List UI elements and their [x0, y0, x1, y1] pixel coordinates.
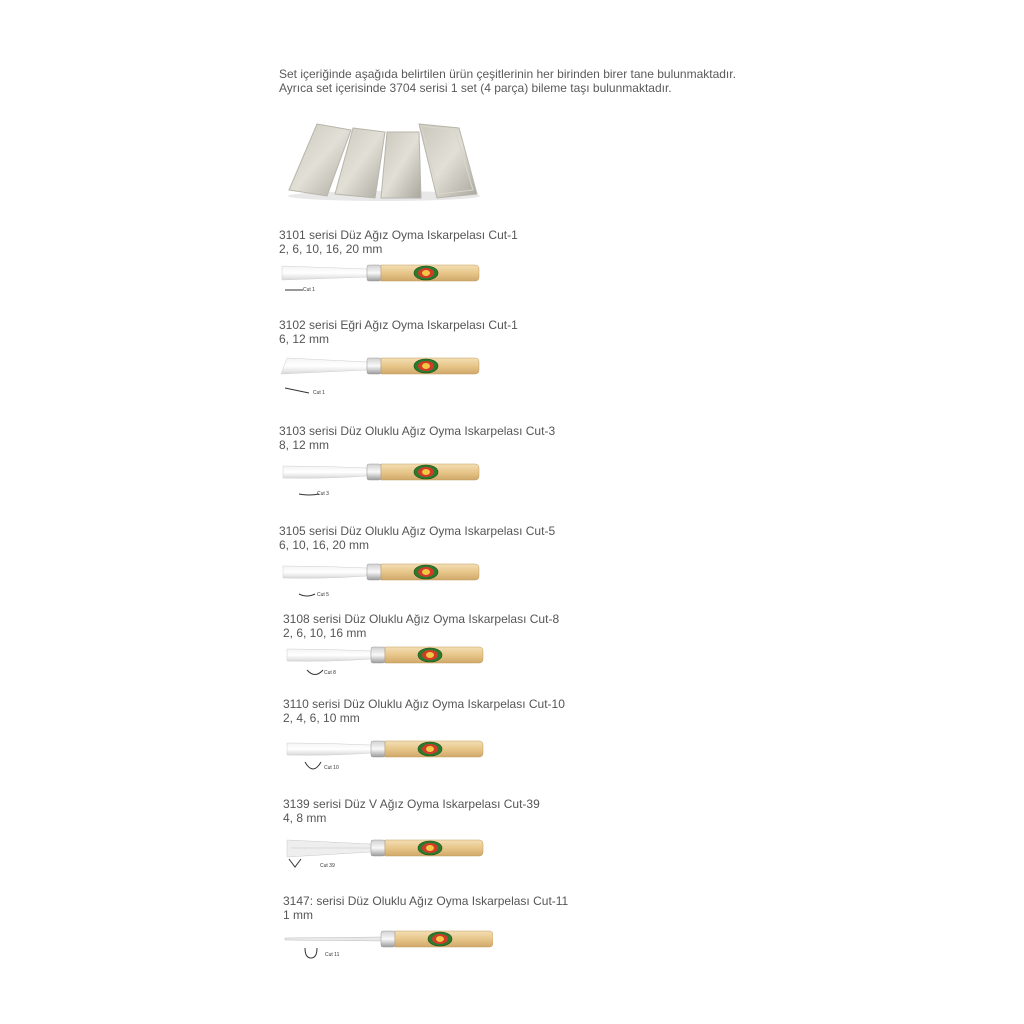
sharpening-stones-image: [287, 118, 482, 202]
product-title: 3105 serisi Düz Oluklu Ağız Oyma Iskarpelası Cut-5: [279, 524, 556, 538]
cut-label: Cut 3: [317, 491, 329, 497]
cut-label: Cut 8: [324, 670, 336, 676]
product-item: [283, 797, 603, 869]
product-item: [283, 894, 603, 958]
intro-line-2: Ayrıca set içerisinde 3704 serisi 1 set (4 parça) bileme taşı bulunmaktadır.: [279, 81, 672, 95]
product-title: 3147: serisi Düz Oluklu Ağız Oyma Iskarpelası Cut-11: [283, 894, 569, 908]
product-title: 3108 serisi Düz Oluklu Ağız Oyma Iskarpelası Cut-8: [283, 612, 560, 626]
product-title: 3102 serisi Eğri Ağız Oyma Iskarpelası Cut-1: [279, 318, 518, 332]
chisel-image: [283, 738, 493, 760]
cut-label: Cut 1: [303, 287, 315, 293]
product-item: [279, 424, 599, 497]
cut-label: Cut 1: [313, 390, 325, 396]
product-item: [283, 612, 603, 676]
product-title: 3101 serisi Düz Ağız Oyma Iskarpelası Cut-1: [279, 228, 518, 242]
cut-profile-icon: [287, 946, 327, 960]
product-sizes: 6, 12 mm: [279, 332, 330, 346]
product-sizes: 4, 8 mm: [283, 811, 327, 825]
cut-label: Cut 11: [325, 952, 340, 958]
intro-text: [279, 67, 736, 95]
chisel-image: [279, 355, 489, 377]
cut-label: Cut 10: [324, 765, 339, 771]
product-title: 3139 serisi Düz V Ağız Oyma Iskarpelası Cut-39: [283, 797, 540, 811]
product-sizes: 2, 4, 6, 10 mm: [283, 711, 360, 725]
chisel-image: [279, 262, 489, 284]
chisel-image: [279, 561, 489, 583]
product-title: 3103 serisi Düz Oluklu Ağız Oyma Iskarpelası Cut-3: [279, 424, 556, 438]
product-sizes: 2, 6, 10, 16, 20 mm: [279, 242, 383, 256]
product-sizes: 1 mm: [283, 908, 313, 922]
product-sizes: 8, 12 mm: [279, 438, 330, 452]
cut-profile-icon: [287, 667, 327, 681]
chisel-image: [283, 837, 493, 859]
product-sizes: 2, 6, 10, 16 mm: [283, 626, 367, 640]
cut-label: Cut 5: [317, 592, 329, 598]
cut-label: Cut 39: [320, 863, 335, 869]
intro-line-1: Set içeriğinde aşağıda belirtilen ürün çeşitlerinin her birinden birer tane bulunmaktadır.: [279, 67, 736, 81]
chisel-image: [283, 644, 493, 666]
product-item: [283, 697, 603, 771]
chisel-image: [279, 461, 489, 483]
product-title: 3110 serisi Düz Oluklu Ağız Oyma Iskarpelası Cut-10: [283, 697, 565, 711]
product-item: [279, 524, 599, 598]
product-item: [279, 318, 599, 396]
product-item: [279, 228, 599, 293]
product-sizes: 6, 10, 16, 20 mm: [279, 538, 370, 552]
cut-profile-icon: [287, 760, 327, 774]
